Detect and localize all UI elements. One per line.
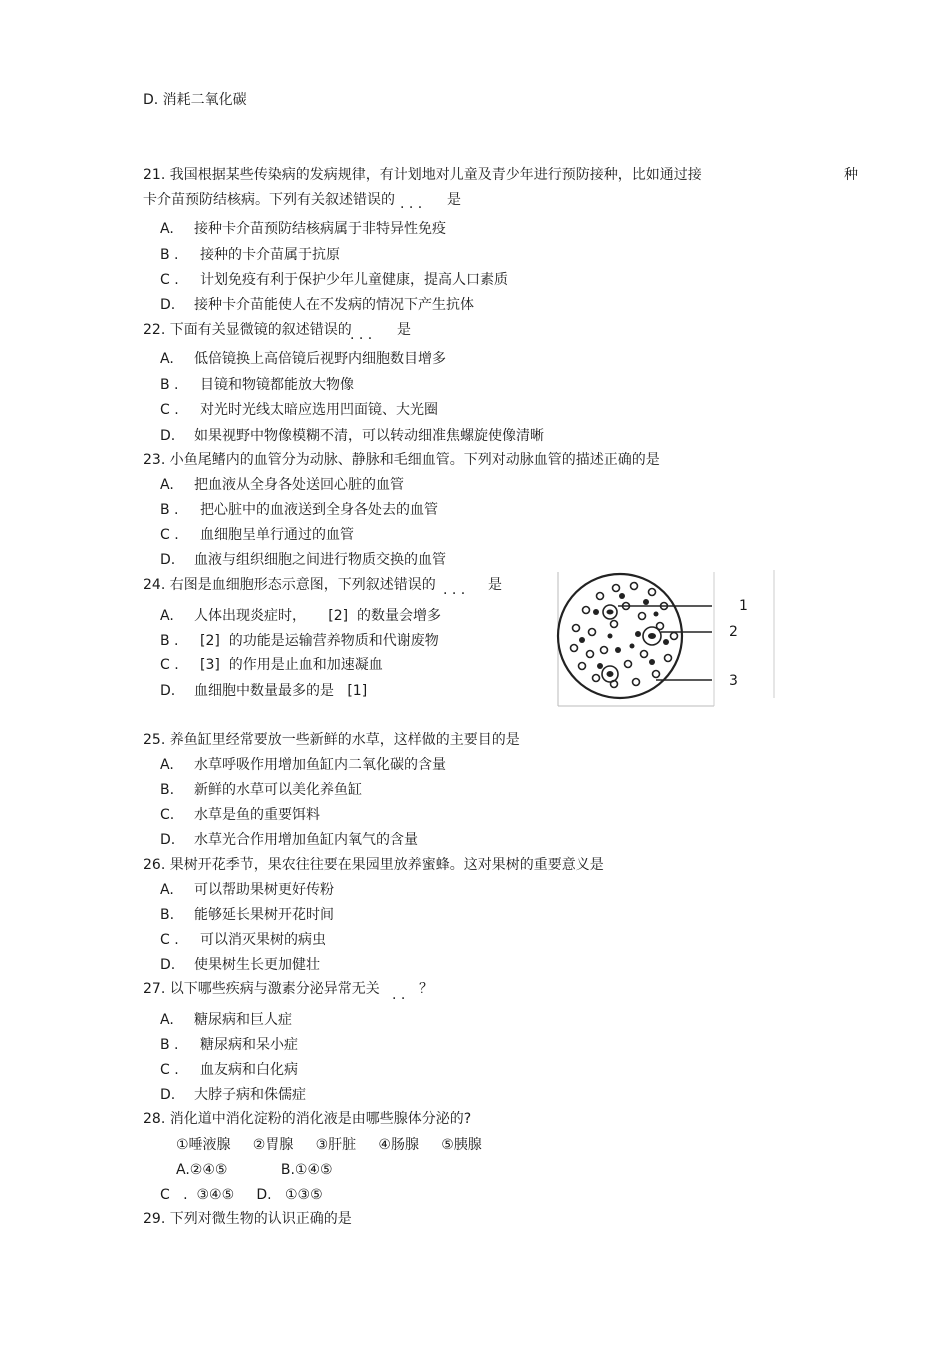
- q25-option-b: B. 新鲜的水草可以美化养鱼缸: [160, 782, 362, 798]
- q23-option-d: D. 血液与组织细胞之间进行物质交换的血管: [160, 552, 446, 568]
- q25-option-d: D. 水草光合作用增加鱼缸内氧气的含量: [160, 832, 418, 848]
- q23-option-b: B . 把心脏中的血液送到全身各处去的血管: [160, 502, 438, 518]
- option-d-previous: D. 消耗二氧化碳: [143, 92, 247, 108]
- q24-option-b: B . [2] 的功能是运输营养物质和代谢废物: [160, 633, 439, 649]
- q27-option-c: C . 血友病和白化病: [160, 1062, 298, 1078]
- q24-stem-end: 是: [488, 577, 502, 593]
- q26-option-c: C . 可以消灭果树的病虫: [160, 932, 326, 948]
- q28-gland-list: ①唾液腺 ②胃腺 ③肝脏 ④肠腺 ⑤胰腺: [176, 1137, 482, 1153]
- q22-option-d: D. 如果视野中物像模糊不清，可以转动细准焦螺旋使像清晰: [160, 428, 544, 444]
- q21-stem-line1-end: 种: [844, 167, 858, 183]
- q27-stem-end: ？: [419, 981, 433, 997]
- q25-stem: 25. 养鱼缸里经常要放一些新鲜的水草，这样做的主要目的是: [143, 732, 520, 748]
- q27-stem: 27. 以下哪些疾病与激素分泌异常无关: [143, 981, 380, 997]
- q21-stem-line2: 卡介苗预防结核病。下列有关叙述错误的: [143, 192, 395, 208]
- q23-option-a: A. 把血液从全身各处送回心脏的血管: [160, 477, 404, 493]
- q22-option-c: C . 对光时光线太暗应选用凹面镜、大光圈: [160, 402, 438, 418]
- q27-option-d: D. 大脖子病和侏儒症: [160, 1087, 306, 1103]
- q29-stem: 29. 下列对微生物的认识正确的是: [143, 1211, 352, 1227]
- q22-stem: 22. 下面有关显微镜的叙述错误的: [143, 322, 352, 338]
- q26-stem: 26. 果树开花季节，果农往往要在果园里放养蜜蜂。这对果树的重要意义是: [143, 857, 604, 873]
- q21-stem-line2-end: 是: [447, 192, 461, 208]
- figure-label-1: 1: [739, 598, 748, 614]
- q24-option-d: D. 血细胞中数量最多的是 [1]: [160, 683, 368, 699]
- emphasis-dots: · · ·: [400, 200, 423, 216]
- q26-option-b: B. 能够延长果树开花时间: [160, 907, 334, 923]
- q24-option-c: C . [3] 的作用是止血和加速凝血: [160, 657, 383, 673]
- figure-label-3: 3: [729, 673, 738, 689]
- blood-cell-drawing: [556, 566, 778, 708]
- figure-label-2: 2: [729, 624, 738, 640]
- q24-stem: 24. 右图是血细胞形态示意图，下列叙述错误的: [143, 577, 436, 593]
- blood-cell-diagram: [556, 566, 778, 708]
- emphasis-dots: · · ·: [443, 586, 466, 602]
- q23-option-c: C . 血细胞呈单行通过的血管: [160, 527, 354, 543]
- q25-option-a: A. 水草呼吸作用增加鱼缸内二氧化碳的含量: [160, 757, 446, 773]
- q26-option-d: D. 使果树生长更加健壮: [160, 957, 320, 973]
- q25-option-c: C. 水草是鱼的重要饵料: [160, 807, 320, 823]
- q28-stem: 28. 消化道中消化淀粉的消化液是由哪些腺体分泌的?: [143, 1111, 472, 1127]
- emphasis-dots: · ·: [392, 991, 406, 1007]
- q21-option-c: C . 计划免疫有利于保护少年儿童健康，提高人口素质: [160, 272, 508, 288]
- q28-options-ab: A.②④⑤ B.①④⑤: [176, 1162, 333, 1178]
- q21-option-a: A. 接种卡介苗预防结核病属于非特异性免疫: [160, 221, 446, 237]
- emphasis-dots: · · ·: [350, 331, 373, 347]
- q22-option-a: A. 低倍镜换上高倍镜后视野内细胞数目增多: [160, 351, 446, 367]
- q28-options-cd: C . ③④⑤ D. ①③⑤: [160, 1187, 323, 1203]
- q27-option-b: B . 糖尿病和呆小症: [160, 1037, 298, 1053]
- q27-option-a: A. 糖尿病和巨人症: [160, 1012, 292, 1028]
- q21-option-d: D. 接种卡介苗能使人在不发病的情况下产生抗体: [160, 297, 474, 313]
- q26-option-a: A. 可以帮助果树更好传粉: [160, 882, 334, 898]
- q21-option-b: B . 接种的卡介苗属于抗原: [160, 247, 340, 263]
- q22-option-b: B . 目镜和物镜都能放大物像: [160, 377, 354, 393]
- q23-stem: 23. 小鱼尾鳍内的血管分为动脉、静脉和毛细血管。下列对动脉血管的描述正确的是: [143, 452, 660, 468]
- q24-option-a: A. 人体出现炎症时， [2] 的数量会增多: [160, 608, 441, 624]
- q22-stem-end: 是: [397, 322, 411, 338]
- q21-stem-line1: 21. 我国根据某些传染病的发病规律，有计划地对儿童及青少年进行预防接种，比如通过接: [143, 167, 702, 183]
